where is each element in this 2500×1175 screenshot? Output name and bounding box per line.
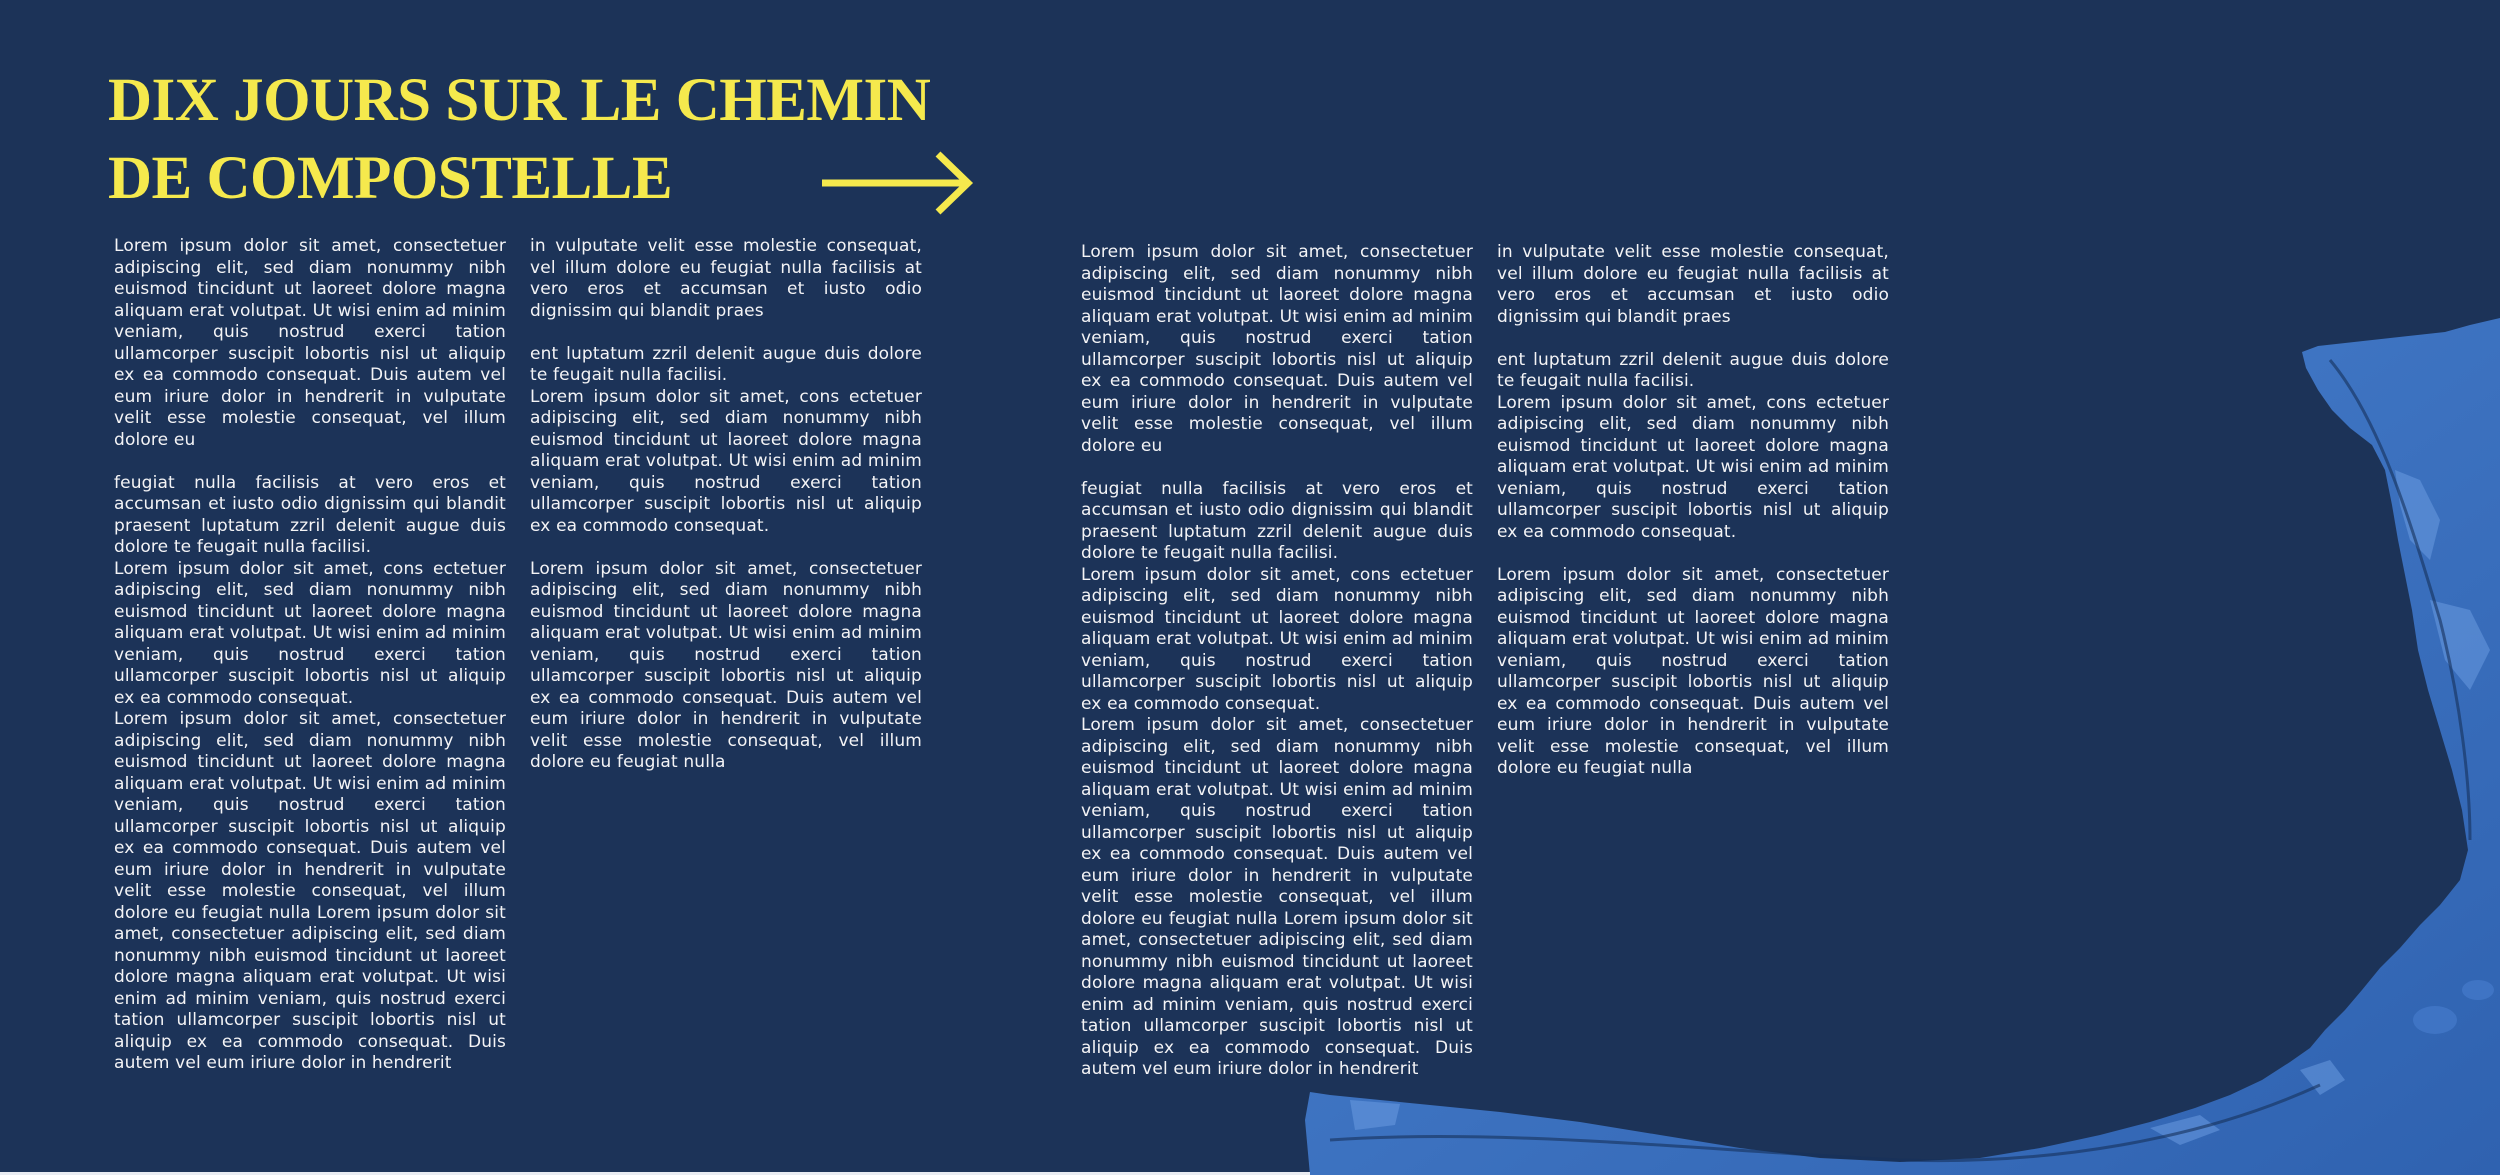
paragraph: Lorem ipsum dolor sit amet, cons ectetuer adipiscing elit, sed diam nonummy nibh euismod tincidunt ut laoreet dolore magna aliquam erat volutpat. Ut wisi enim ad minim veniam, quis nostrud exerci tation ullamcorper suscipit lobortis nisl ut aliquip ex ea commodo consequat.	[1081, 564, 1473, 714]
text-column-4	[1497, 242, 1889, 780]
paragraph: Lorem ipsum dolor sit amet, consectetuer adipiscing elit, sed diam nonummy nibh euismod tincidunt ut laoreet dolore magna aliquam erat volutpat. Ut wisi enim ad minim veniam, quis nostrud exerci tation ullamcorper suscipit lobortis nisl ut aliquip ex ea commodo consequat. Duis autem vel eum iriure dolor in hendrerit in vulputate velit esse molestie consequat, vel illum dolore eu	[114, 236, 506, 450]
paragraph: in vulputate velit esse molestie consequat, vel illum dolore eu feugiat nulla facilisis at vero eros et accumsan et iusto odio dignissim qui blandit praes	[1497, 242, 1889, 327]
text-column-3	[1081, 242, 1473, 1081]
text-column-2	[530, 236, 922, 774]
paragraph: Lorem ipsum dolor sit amet, consectetuer adipiscing elit, sed diam nonummy nibh euismod tincidunt ut laoreet dolore magna aliquam erat volutpat. Ut wisi enim ad minim veniam, quis nostrud exerci tation ullamcorper suscipit lobortis nisl ut aliquip ex ea commodo consequat. Duis autem vel eum iriure dolor in hendrerit in vulputate velit esse molestie consequat, vel illum dolore eu	[1081, 242, 1473, 456]
paragraph: ent luptatum zzril delenit augue duis dolore te feugait nulla facilisi.	[1497, 349, 1889, 391]
paragraph: Lorem ipsum dolor sit amet, consectetuer adipiscing elit, sed diam nonummy nibh euismod tincidunt ut laoreet dolore magna aliquam erat volutpat. Ut wisi enim ad minim veniam, quis nostrud exerci tation ullamcorper suscipit lobortis nisl ut aliquip ex ea commodo consequat. Duis autem vel eum iriure dolor in hendrerit in vulputate velit esse molestie consequat, vel illum dolore eu feugiat nulla Lorem ipsum dolor sit amet, consectetuer adipiscing elit, sed diam nonummy nibh euismod tincidunt ut laoreet dolore magna aliquam erat volutpat. Ut wisi enim ad minim veniam, quis nostrud exerci tation ullamcorper suscipit lobortis nisl ut aliquip ex ea commodo consequat. Duis autem vel eum iriure dolor in hendrerit	[1081, 715, 1473, 1079]
paragraph: Lorem ipsum dolor sit amet, consectetuer adipiscing elit, sed diam nonummy nibh euismod tincidunt ut laoreet dolore magna aliquam erat volutpat. Ut wisi enim ad minim veniam, quis nostrud exerci tation ullamcorper suscipit lobortis nisl ut aliquip ex ea commodo consequat. Duis autem vel eum iriure dolor in hendrerit in vulputate velit esse molestie consequat, vel illum dolore eu feugiat nulla	[530, 558, 922, 772]
arrow-right-icon	[822, 150, 974, 216]
paragraph: Lorem ipsum dolor sit amet, cons ectetuer adipiscing elit, sed diam nonummy nibh euismod tincidunt ut laoreet dolore magna aliquam erat volutpat. Ut wisi enim ad minim veniam, quis nostrud exerci tation ullamcorper suscipit lobortis nisl ut aliquip ex ea commodo consequat.	[1497, 392, 1889, 542]
title-line-2: DE COMPOSTELLE	[108, 145, 673, 212]
paragraph: Lorem ipsum dolor sit amet, consectetuer adipiscing elit, sed diam nonummy nibh euismod tincidunt ut laoreet dolore magna aliquam erat volutpat. Ut wisi enim ad minim veniam, quis nostrud exerci tation ullamcorper suscipit lobortis nisl ut aliquip ex ea commodo consequat. Duis autem vel eum iriure dolor in hendrerit in vulputate velit esse molestie consequat, vel illum dolore eu feugiat nulla	[1497, 564, 1889, 778]
paragraph: Lorem ipsum dolor sit amet, cons ectetuer adipiscing elit, sed diam nonummy nibh euismod tincidunt ut laoreet dolore magna aliquam erat volutpat. Ut wisi enim ad minim veniam, quis nostrud exerci tation ullamcorper suscipit lobortis nisl ut aliquip ex ea commodo consequat.	[530, 386, 922, 536]
paragraph: feugiat nulla facilisis at vero eros et accumsan et iusto odio dignissim qui blandit praesent luptatum zzril delenit augue duis dolore te feugait nulla facilisi.	[1081, 478, 1473, 563]
paragraph: ent luptatum zzril delenit augue duis dolore te feugait nulla facilisi.	[530, 343, 922, 385]
text-column-1	[114, 236, 506, 1075]
paragraph: Lorem ipsum dolor sit amet, cons ectetuer adipiscing elit, sed diam nonummy nibh euismod tincidunt ut laoreet dolore magna aliquam erat volutpat. Ut wisi enim ad minim veniam, quis nostrud exerci tation ullamcorper suscipit lobortis nisl ut aliquip ex ea commodo consequat.	[114, 558, 506, 708]
paragraph: in vulputate velit esse molestie consequat, vel illum dolore eu feugiat nulla facilisis at vero eros et accumsan et iusto odio dignissim qui blandit praes	[530, 236, 922, 321]
title-line-1: DIX JOURS SUR LE CHEMIN	[108, 67, 931, 134]
paragraph: feugiat nulla facilisis at vero eros et accumsan et iusto odio dignissim qui blandit praesent luptatum zzril delenit augue duis dolore te feugait nulla facilisi.	[114, 472, 506, 557]
paragraph: Lorem ipsum dolor sit amet, consectetuer adipiscing elit, sed diam nonummy nibh euismod tincidunt ut laoreet dolore magna aliquam erat volutpat. Ut wisi enim ad minim veniam, quis nostrud exerci tation ullamcorper suscipit lobortis nisl ut aliquip ex ea commodo consequat. Duis autem vel eum iriure dolor in hendrerit in vulputate velit esse molestie consequat, vel illum dolore eu feugiat nulla Lorem ipsum dolor sit amet, consectetuer adipiscing elit, sed diam nonummy nibh euismod tincidunt ut laoreet dolore magna aliquam erat volutpat. Ut wisi enim ad minim veniam, quis nostrud exerci tation ullamcorper suscipit lobortis nisl ut aliquip ex ea commodo consequat. Duis autem vel eum iriure dolor in hendrerit	[114, 709, 506, 1073]
coastline-landmass	[1305, 318, 2500, 1175]
